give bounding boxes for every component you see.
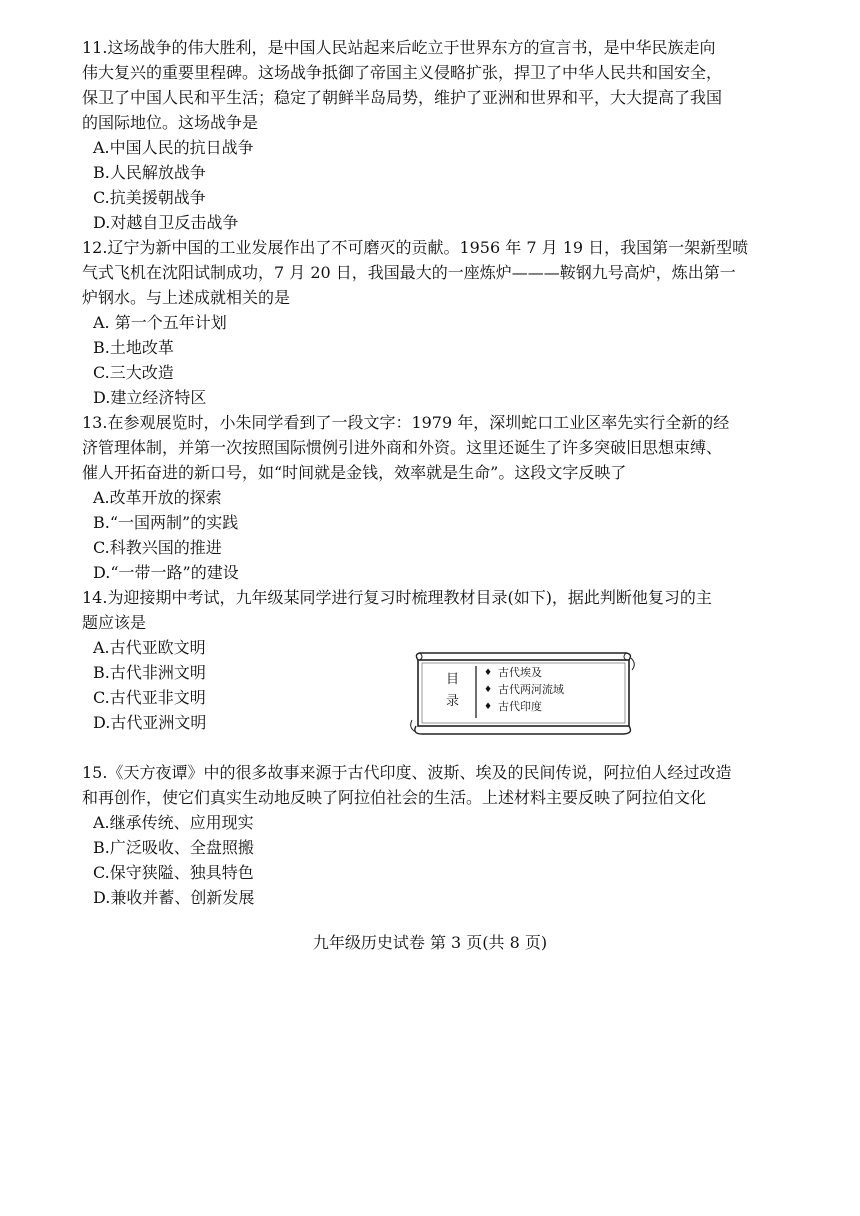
q12-stem-line-3: 炉钢水。与上述成就相关的是: [82, 288, 291, 307]
q11-stem-line-3: 保卫了中国人民和平生活；稳定了朝鲜半岛局势，维护了亚洲和世界和平，大大提高了我国: [82, 88, 723, 107]
q13-option-d: D.“一带一路”的建设: [93, 563, 239, 582]
q15-stem-line-1: 15.《天方夜谭》中的很多故事来源于古代印度、波斯、埃及的民间传说，阿拉伯人经过改造: [82, 763, 732, 782]
toc-item-2: [484, 683, 564, 697]
q15-stem-line-2: 和再创作，使它们真实生动地反映了阿拉伯社会的生活。上述材料主要反映了阿拉伯文化: [82, 788, 707, 807]
toc-item-label: 古代埃及: [498, 666, 542, 679]
q14-stem-line-1: 14.为迎接期中考试，九年级某同学进行复习时梳理教材目录(如下)，据此判断他复习的主: [82, 588, 712, 607]
toc-scroll-figure: [408, 650, 636, 736]
q14-option-a: A.古代亚欧文明: [93, 638, 206, 657]
q12-stem-line-1: 12.辽宁为新中国的工业发展作出了不可磨灭的贡献。1956 年 7 月 19 日，我国第一架新型喷: [82, 238, 749, 257]
q12-option-b: B.土地改革: [93, 338, 174, 357]
q12-option-c: C.三大改造: [93, 363, 174, 382]
q13-option-a: A.改革开放的探索: [93, 488, 222, 507]
q11-option-c: C.抗美援朝战争: [93, 188, 206, 207]
q14-option-d: D.古代亚洲文明: [93, 713, 207, 732]
q13-option-c: C.科教兴国的推进: [93, 538, 222, 557]
q15-option-b: B.广泛吸收、全盘照搬: [93, 838, 254, 857]
q11-option-b: B.人民解放战争: [93, 163, 206, 182]
q11-stem-line-4: 的国际地位。这场战争是: [82, 113, 259, 132]
q15-option-a: A.继承传统、应用现实: [93, 813, 254, 832]
toc-item-1: [484, 666, 542, 680]
q15-option-c: C.保守狭隘、独具特色: [93, 863, 254, 882]
q12-option-d: D.建立经济特区: [93, 388, 207, 407]
q15-option-d: D.兼收并蓄、创新发展: [93, 888, 255, 907]
diamond-bullet-icon: ♦: [484, 685, 493, 695]
q14-option-b: B.古代非洲文明: [93, 663, 206, 682]
q14-stem-line-2: 题应该是: [82, 613, 147, 632]
page-footer: 九年级历史试卷 第 3 页(共 8 页): [312, 933, 548, 952]
q11-option-d: D.对越自卫反击战争: [93, 213, 239, 232]
toc-item-3: [484, 700, 542, 714]
toc-item-label: 古代两河流域: [498, 683, 564, 696]
q11-option-a: A.中国人民的抗日战争: [93, 138, 254, 157]
q12-stem-line-2: 气式飞机在沈阳试制成功，7 月 20 日，我国最大的一座炼炉———鞍钢九号高炉，炼出第一: [82, 263, 736, 282]
toc-label-char-1: 目: [446, 672, 460, 687]
toc-item-label: 古代印度: [498, 700, 542, 713]
q13-stem-line-2: 济管理体制，并第一次按照国际惯例引进外商和外资。这里还诞生了许多突破旧思想束缚、: [82, 438, 723, 457]
q13-stem-line-1: 13.在参观展览时，小朱同学看到了一段文字：1979 年，深圳蛇口工业区率先实行全新的经: [82, 413, 730, 432]
q12-option-a: A. 第一个五年计划: [93, 313, 227, 332]
q11-stem-line-2: 伟大复兴的重要里程碑。这场战争抵御了帝国主义侵略扩张，捍卫了中华人民共和国安全，: [82, 63, 723, 82]
q11-stem-line-1: 11.这场战争的伟大胜利，是中国人民站起来后屹立于世界东方的宣言书，是中华民族走向: [82, 38, 716, 57]
toc-label-char-2: 录: [446, 694, 460, 709]
diamond-bullet-icon: ♦: [484, 702, 493, 712]
diamond-bullet-icon: ♦: [484, 668, 493, 678]
q13-option-b: B.“一国两制”的实践: [93, 513, 239, 532]
q14-option-c: C.古代亚非文明: [93, 688, 206, 707]
q13-stem-line-3: 催人开拓奋进的新口号，如“时间就是金钱，效率就是生命”。这段文字反映了: [82, 463, 627, 482]
